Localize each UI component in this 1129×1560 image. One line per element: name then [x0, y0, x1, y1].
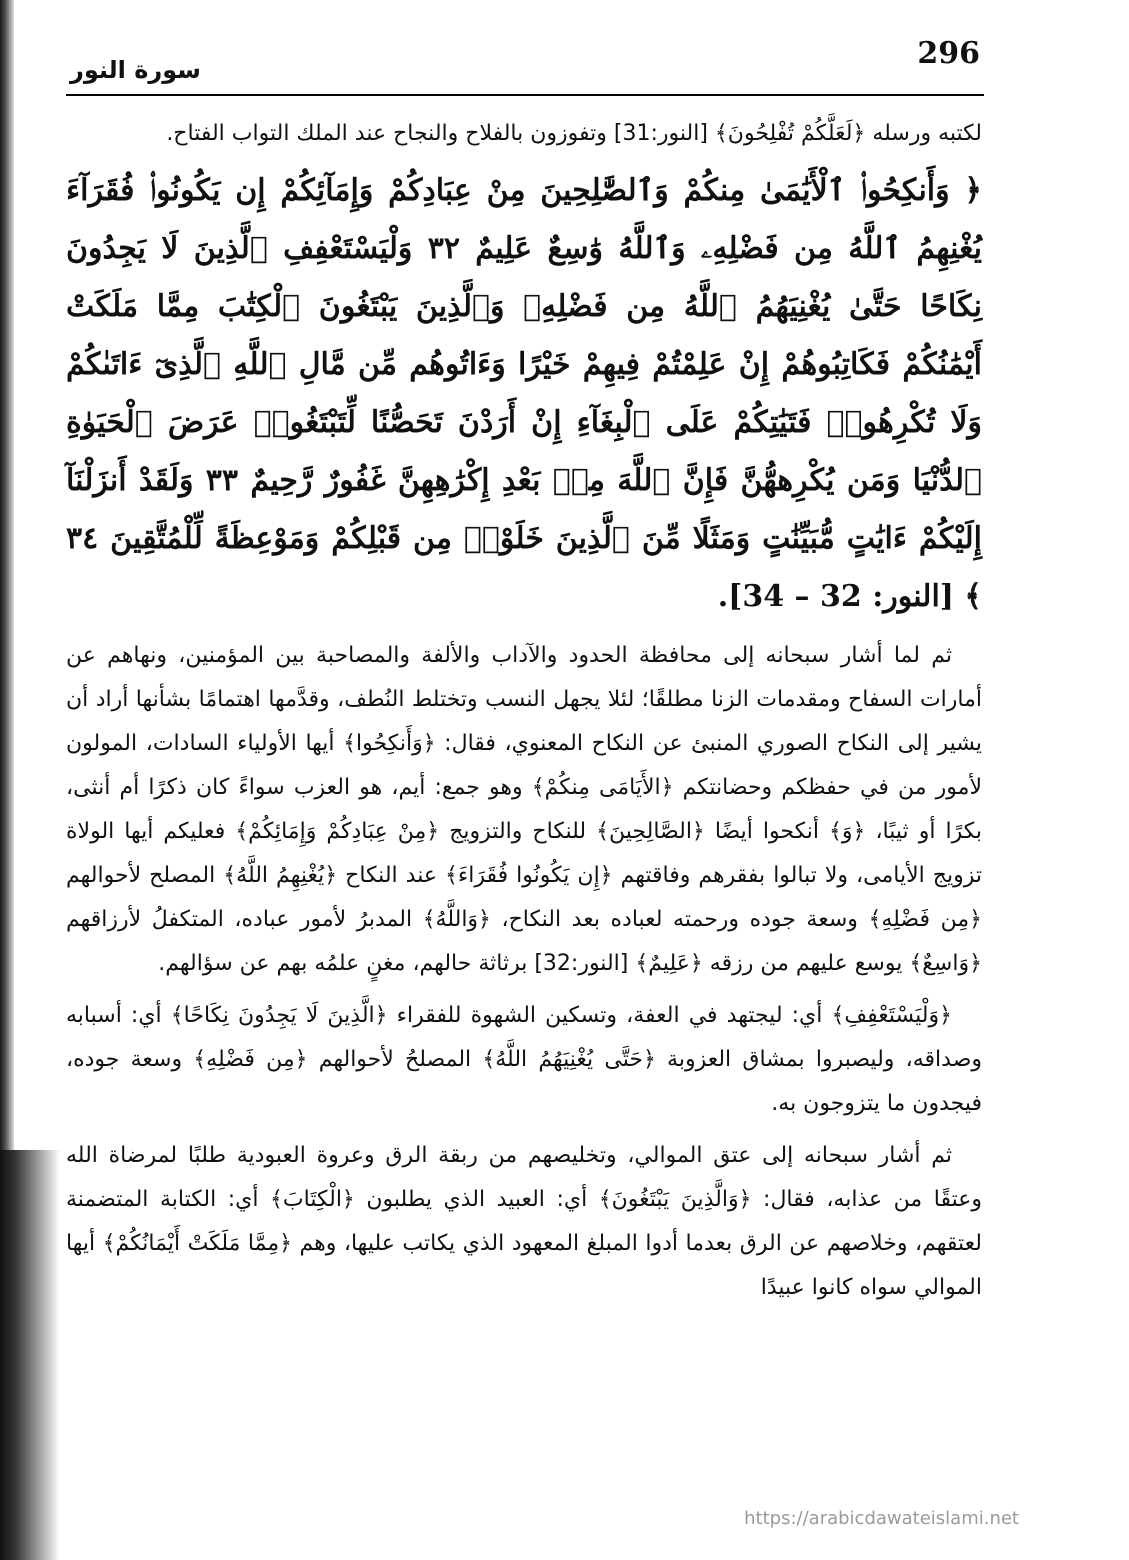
book-spine-shadow-lower [0, 1150, 60, 1560]
page-number: 296 [917, 36, 980, 71]
page-body [66, 112, 982, 1310]
quran-verse-block: ﴿ وَأَنكِحُوا۟ ٱلْأَيَٰمَىٰ مِنكُمْ وَٱلصَّٰلِحِينَ مِنْ عِبَادِكُمْ وَإِمَآئِكُمْ إِن يَكُونُوا۟ فُقَرَآءَ يُغْنِهِمُ ٱللَّهُ مِن فَضْلِهِۦ وَٱللَّهُ وَٰسِعٌ عَلِيمٌ ٣٢ وَلْيَسْتَعْفِفِ ٱلَّذِينَ لَا يَجِدُونَ نِكَاحًا حَتَّىٰ يُغْنِيَهُمُ ٱللَّهُ مِن فَضْلِهِۦ وَٱلَّذِينَ يَبْتَغُونَ ٱلْكِتَٰبَ مِمَّا مَلَكَتْ أَيْمَٰنُكُمْ فَكَاتِبُوهُمْ إِنْ عَلِمْتُمْ فِيهِمْ خَيْرًا وَءَاتُوهُم مِّن مَّالِ ٱللَّهِ ٱلَّذِىٓ ءَاتَىٰكُمْ وَلَا تُكْرِهُوا۟ فَتَيَٰتِكُمْ عَلَى ٱلْبِغَآءِ إِنْ أَرَدْنَ تَحَصُّنًا لِّتَبْتَغُوا۟ عَرَضَ ٱلْحَيَوٰةِ ٱلدُّنْيَا وَمَن يُكْرِههُّنَّ فَإِنَّ ٱللَّهَ مِنۢ بَعْدِ إِكْرَٰهِهِنَّ غَفُورٌ رَّحِيمٌ ٣٣ وَلَقَدْ أَنزَلْنَآ إِلَيْكُمْ ءَايَٰتٍ مُّبَيِّنَٰتٍ وَمَثَلًا مِّنَ ٱلَّذِينَ خَلَوْا۟ مِن قَبْلِكُمْ وَمَوْعِظَةً لِّلْمُتَّقِينَ ٣٤ ﴾ [النور: 32 – 34]. [66, 173, 982, 614]
paragraph-commentary-2: ﴿وَلْيَسْتَعْفِفِ﴾ أي: ليجتهد في العفة، وتسكين الشهوة للفقراء ﴿الَّذِينَ لَا يَجِدُونَ نِكَاحًا﴾ أي: أسبابه وصداقه، وليصبروا بمشاق العزوبة ﴿حَتَّى يُغْنِيَهُمُ اللَّهُ﴾ المصلحُ لأحوالهم ﴿مِن فَضْلِهِ﴾ وسعة جوده، فيجدون ما يتزوجون به. [66, 1003, 982, 1116]
paragraph-gap [66, 1126, 982, 1134]
paragraph-commentary-3: ثم أشار سبحانه إلى عتق الموالي، وتخليصهم من ربقة الرق وعروة العبودية طلبًا لمرضاة الله وعتقًا من عذابه، فقال: ﴿وَالَّذِينَ يَبْتَغُونَ﴾ أي: العبيد الذي يطلبون ﴿الْكِتَابَ﴾ أي: الكتابة المتضمنة لعتقهم، وخلاصهم عن الرق بعدما أدوا المبلغ المعهود الذي يكاتب عليها، وهم ﴿مِمَّا مَلَكَتْ أَيْمَانُكُمْ﴾ أيها الموالي سواه كانوا عبيدًا [66, 1143, 982, 1300]
paragraph-gap [66, 986, 982, 994]
header-divider [66, 94, 984, 96]
paragraph-intro: لكتبه ورسله ﴿لَعَلَّكُمْ تُفْلِحُونَ﴾ [النور:31] وتفوزون بالفلاح والنجاح عند الملك التواب الفتاح. [166, 121, 982, 146]
source-watermark: https://arabicdawateislami.net [744, 1508, 1019, 1529]
paragraph-commentary-1: ثم لما أشار سبحانه إلى محافظة الحدود والآداب والألفة والمصاحبة بين المؤمنين، ونهاهم عن أمارات السفاح ومقدمات الزنا مطلقًا؛ لئلا يجهل النسب وتختلط النُطف، وقدَّمها اهتمامًا بشأنها أراد أن يشير إلى النكاح الصوري المنبئ عن النكاح المعنوي، فقال: ﴿وَأَنكِحُوا﴾ أيها الأولياء السادات، المولون لأمور من في حفظكم وحضانتكم ﴿الأَيَامَى مِنكُمْ﴾ وهو جمع: أيم، هو العزب سواءً كان ذكرًا أم أنثى، بكرًا أو ثيبًا، ﴿وَ﴾ أنكحوا أيضًا ﴿الصَّالِحِينَ﴾ للنكاح والتزويج ﴿مِنْ عِبَادِكُمْ وَإِمَائِكُمْ﴾ فعليكم أيها الولاة تزويج الأيامى، ولا تبالوا بفقرهم وفاقتهم ﴿إِن يَكُونُوا فُقَرَاءَ﴾ عند النكاح ﴿يُغْنِهِمُ اللَّهُ﴾ المصلح لأحوالهم ﴿مِن فَضْلِهِ﴾ وسعة جوده ورحمته لعباده بعد النكاح، ﴿وَاللَّهُ﴾ المدبرُ لأمور عباده، المتكفلُ لأرزاقهم ﴿وَاسِعٌ﴾ يوسع عليهم من رزقه ﴿عَلِيمٌ﴾ [النور:32] برثاثة حالهم، مغنٍ علمُه بهم عن سؤالهم. [66, 643, 982, 976]
surah-title: سورة النور [70, 56, 201, 84]
page-header [70, 30, 980, 90]
